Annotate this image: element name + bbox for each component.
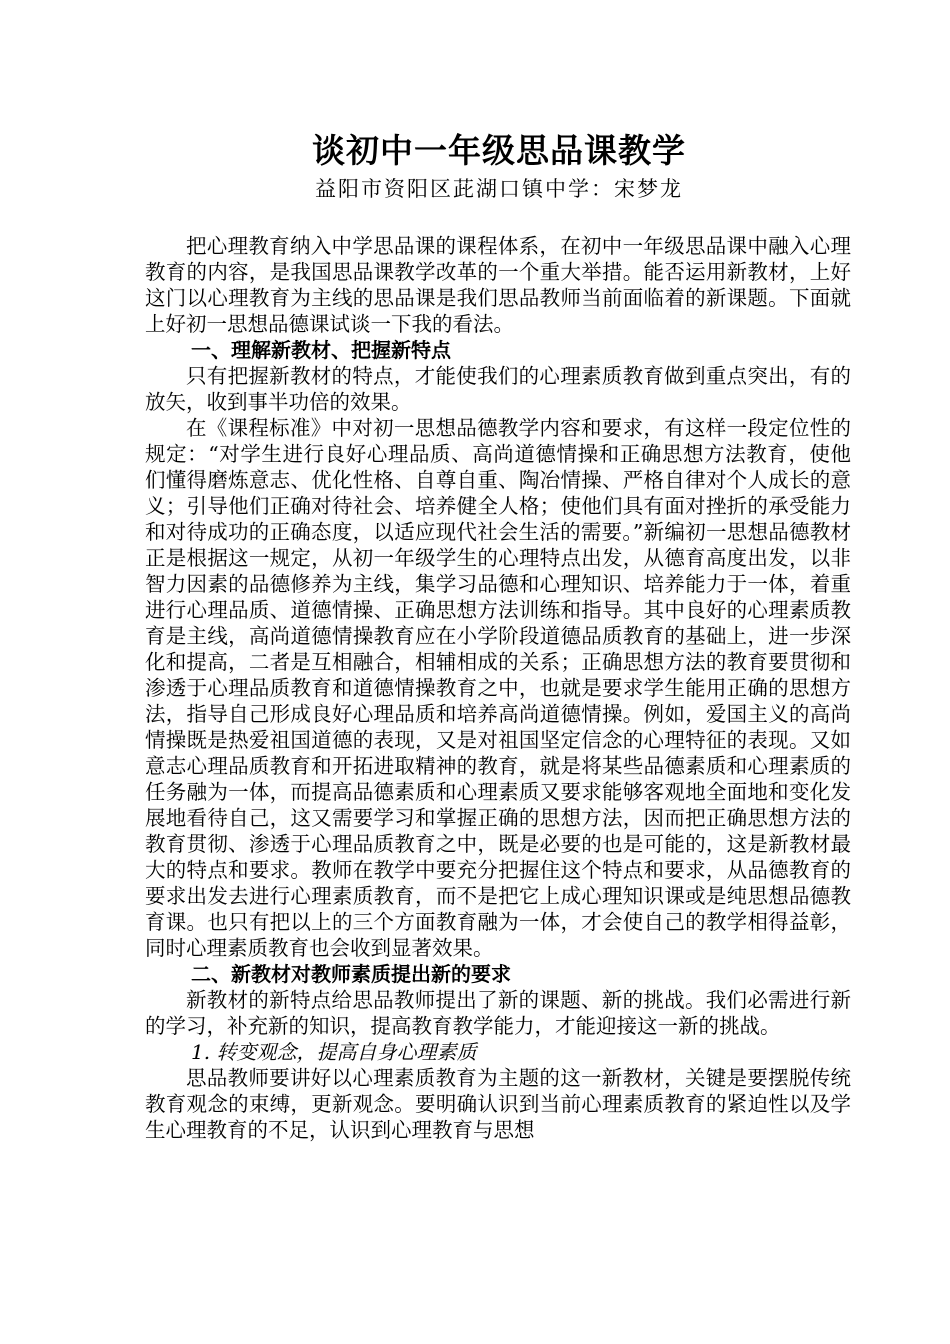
- section-2-paragraph-1: 新教材的新特点给思品教师提出了新的课题、新的挑战。我们必需进行新的学习，补充新的知识，提高教育教学能力，才能迎接这一新的挑战。: [145, 988, 851, 1038]
- document-page: [145, 128, 851, 1143]
- intro-paragraph: 把心理教育纳入中学思品课的课程体系，在初中一年级思品课中融入心理教育的内容，是我国思品课教学改革的一个重大举措。能否运用新教材，上好这门以心理教育为主线的思品课是我们思品教师当前面临着的新课题。下面就上好初一思想品德课试谈一下我的看法。: [145, 234, 851, 336]
- section-2-subheading-1: 1. 转变观念，提高自身心理素质: [191, 1040, 477, 1064]
- section-2-paragraph-2: 思品教师要讲好以心理素质教育为主题的这一新教材，关键是要摆脱传统教育观念的束缚，更新观念。要明确认识到当前心理素质教育的紧迫性以及学生心理教育的不足，认识到心理教育与思想: [145, 1066, 851, 1142]
- section-1-paragraph-1: 只有把握新教材的特点，才能使我们的心理素质教育做到重点突出，有的放矢，收到事半功倍的效果。: [145, 364, 851, 414]
- section-2-heading: 二、新教材对教师素质提出新的要求: [191, 962, 511, 986]
- section-1-heading: 一、理解新教材、把握新特点: [191, 338, 451, 362]
- section-1-paragraph-2: 在《课程标准》中对初一思想品德教学内容和要求，有这样一段定位性的规定：“对学生进行良好心理品质、高尚道德情操和正确思想方法教育，使他们懂得磨炼意志、优化性格、自尊自重、陶冶情操、严格自律对个人成长的意义；引导他们正确对待社会、培养健全人格；使他们具有面对挫折的承受能力和对待成功的正确态度，以适应现代社会生活的需要。”新编初一思想品德教材正是根据这一规定，从初一年级学生的心理特点出发，从德育高度出发，以非智力因素的品德修养为主线，集学习品德和心理知识、培养能力于一体，着重进行心理品质、道德情操、正确思想方法训练和指导。其中良好的心理素质教育是主线，高尚道德情操教育应在小学阶段道德品质教育的基础上，进一步深化和提高，二者是互相融合，相辅相成的关系；正确思想方法的教育要贯彻和渗透于心理品质教育和道德情操教育之中，也就是要求学生能用正确的思想方法，指导自己形成良好心理品质和培养高尚道德情操。例如，爱国主义的高尚情操既是热爱祖国道德的表现，又是对祖国坚定信念的心理特征的表现。又如意志心理品质教育和开拓进取精神的教育，就是将某些品德素质和心理素质的任务融为一体，而提高品德素质和心理素质又要求能够客观地全面地和变化发展地看待自己，这又需要学习和掌握正确的思想方法，因而把正确思想方法的教育贯彻、渗透于心理品质教育之中，既是必要的也是可能的，这是新教材最大的特点和要求。教师在教学中要充分把握住这个特点和要求，从品德教育的要求出发去进行心理素质教育，而不是把它上成心理知识课或是纯思想品德教育课。也只有把以上的三个方面教育融为一体，才会使自己的教学相得益彰，同时心理素质教育也会收到显著效果。: [145, 416, 851, 960]
- document-title: 谈初中一年级思品课教学: [312, 131, 686, 170]
- document-byline: 益阳市资阳区茈湖口镇中学：宋梦龙: [315, 177, 683, 201]
